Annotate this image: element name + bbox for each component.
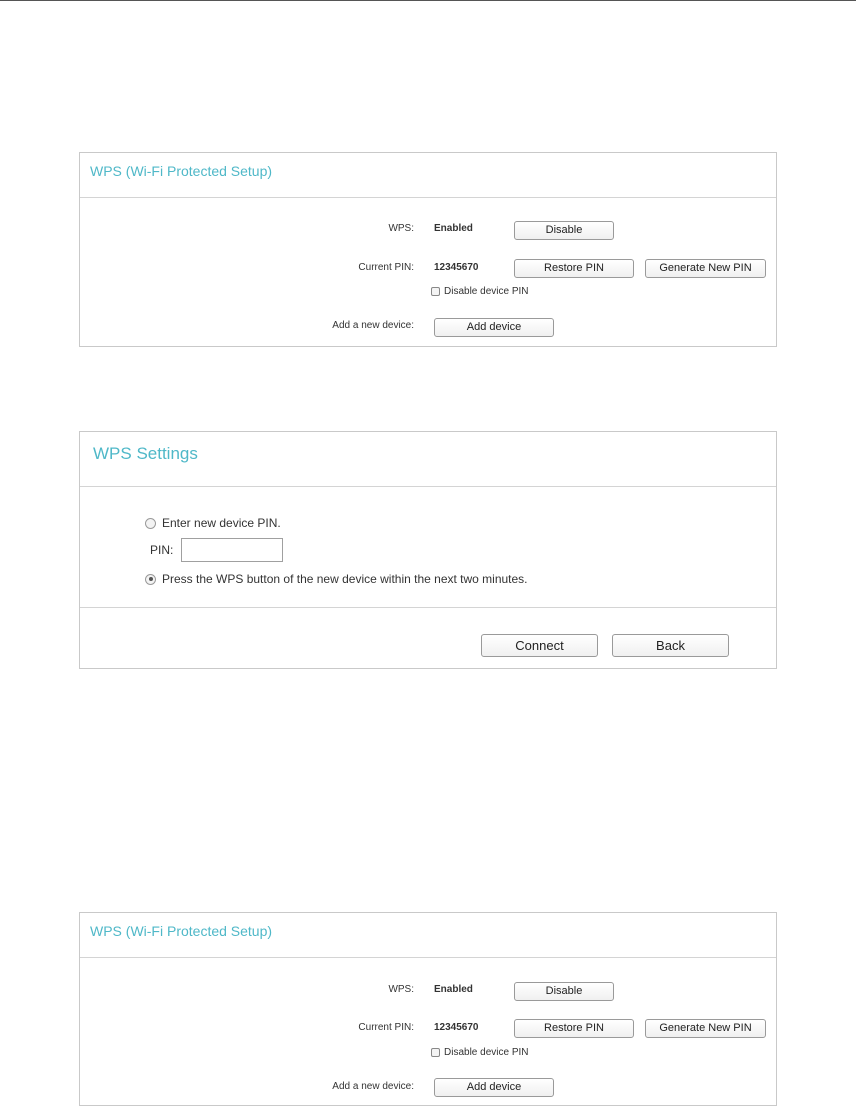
wps-panel-title: WPS (Wi-Fi Protected Setup)	[90, 923, 273, 939]
wps-panel-bottom	[79, 912, 777, 1106]
disable-device-pin-row[interactable]	[431, 286, 528, 297]
wps-label: WPS:	[388, 984, 414, 995]
wps-panel-title: WPS (Wi-Fi Protected Setup)	[90, 163, 273, 179]
disable-device-pin-checkbox[interactable]	[431, 1048, 440, 1057]
current-pin-value: 12345670	[434, 262, 479, 273]
wps-label: WPS:	[388, 223, 414, 234]
enter-pin-label: Enter new device PIN.	[162, 516, 281, 530]
disable-device-pin-checkbox[interactable]	[431, 287, 440, 296]
wps-status: Enabled	[434, 984, 473, 995]
generate-new-pin-button[interactable]: Generate New PIN	[645, 1019, 766, 1038]
disable-device-pin-row[interactable]	[431, 1047, 528, 1058]
wps-panel-header	[80, 153, 776, 198]
disable-device-pin-label: Disable device PIN	[444, 1047, 529, 1058]
restore-pin-button[interactable]: Restore PIN	[514, 1019, 634, 1038]
wps-status: Enabled	[434, 223, 473, 234]
current-pin-label: Current PIN:	[358, 262, 414, 273]
wps-settings-panel	[79, 431, 777, 669]
pin-input[interactable]	[181, 538, 283, 562]
back-button[interactable]: Back	[612, 634, 729, 657]
enter-pin-radio[interactable]	[145, 518, 156, 529]
page-top-rule	[0, 0, 856, 1]
wps-settings-header	[80, 432, 776, 487]
pin-label: PIN:	[150, 543, 174, 557]
generate-new-pin-button[interactable]: Generate New PIN	[645, 259, 766, 278]
disable-wps-button[interactable]: Disable	[514, 982, 614, 1001]
press-wps-label: Press the WPS button of the new device within the next two minutes.	[162, 572, 528, 586]
add-device-button[interactable]: Add device	[434, 1078, 554, 1097]
disable-wps-button[interactable]: Disable	[514, 221, 614, 240]
connect-button[interactable]: Connect	[481, 634, 598, 657]
disable-device-pin-label: Disable device PIN	[444, 286, 529, 297]
wps-settings-title: WPS Settings	[93, 444, 198, 463]
add-device-button[interactable]: Add device	[434, 318, 554, 337]
settings-divider	[80, 607, 776, 608]
press-wps-option[interactable]	[145, 572, 528, 586]
add-device-label: Add a new device:	[332, 320, 414, 331]
wps-panel-header	[80, 913, 776, 958]
restore-pin-button[interactable]: Restore PIN	[514, 259, 634, 278]
enter-pin-option[interactable]	[145, 516, 281, 530]
press-wps-radio[interactable]	[145, 574, 156, 585]
wps-panel-top	[79, 152, 777, 347]
current-pin-label: Current PIN:	[358, 1022, 414, 1033]
add-device-label: Add a new device:	[332, 1081, 414, 1092]
current-pin-value: 12345670	[434, 1022, 479, 1033]
